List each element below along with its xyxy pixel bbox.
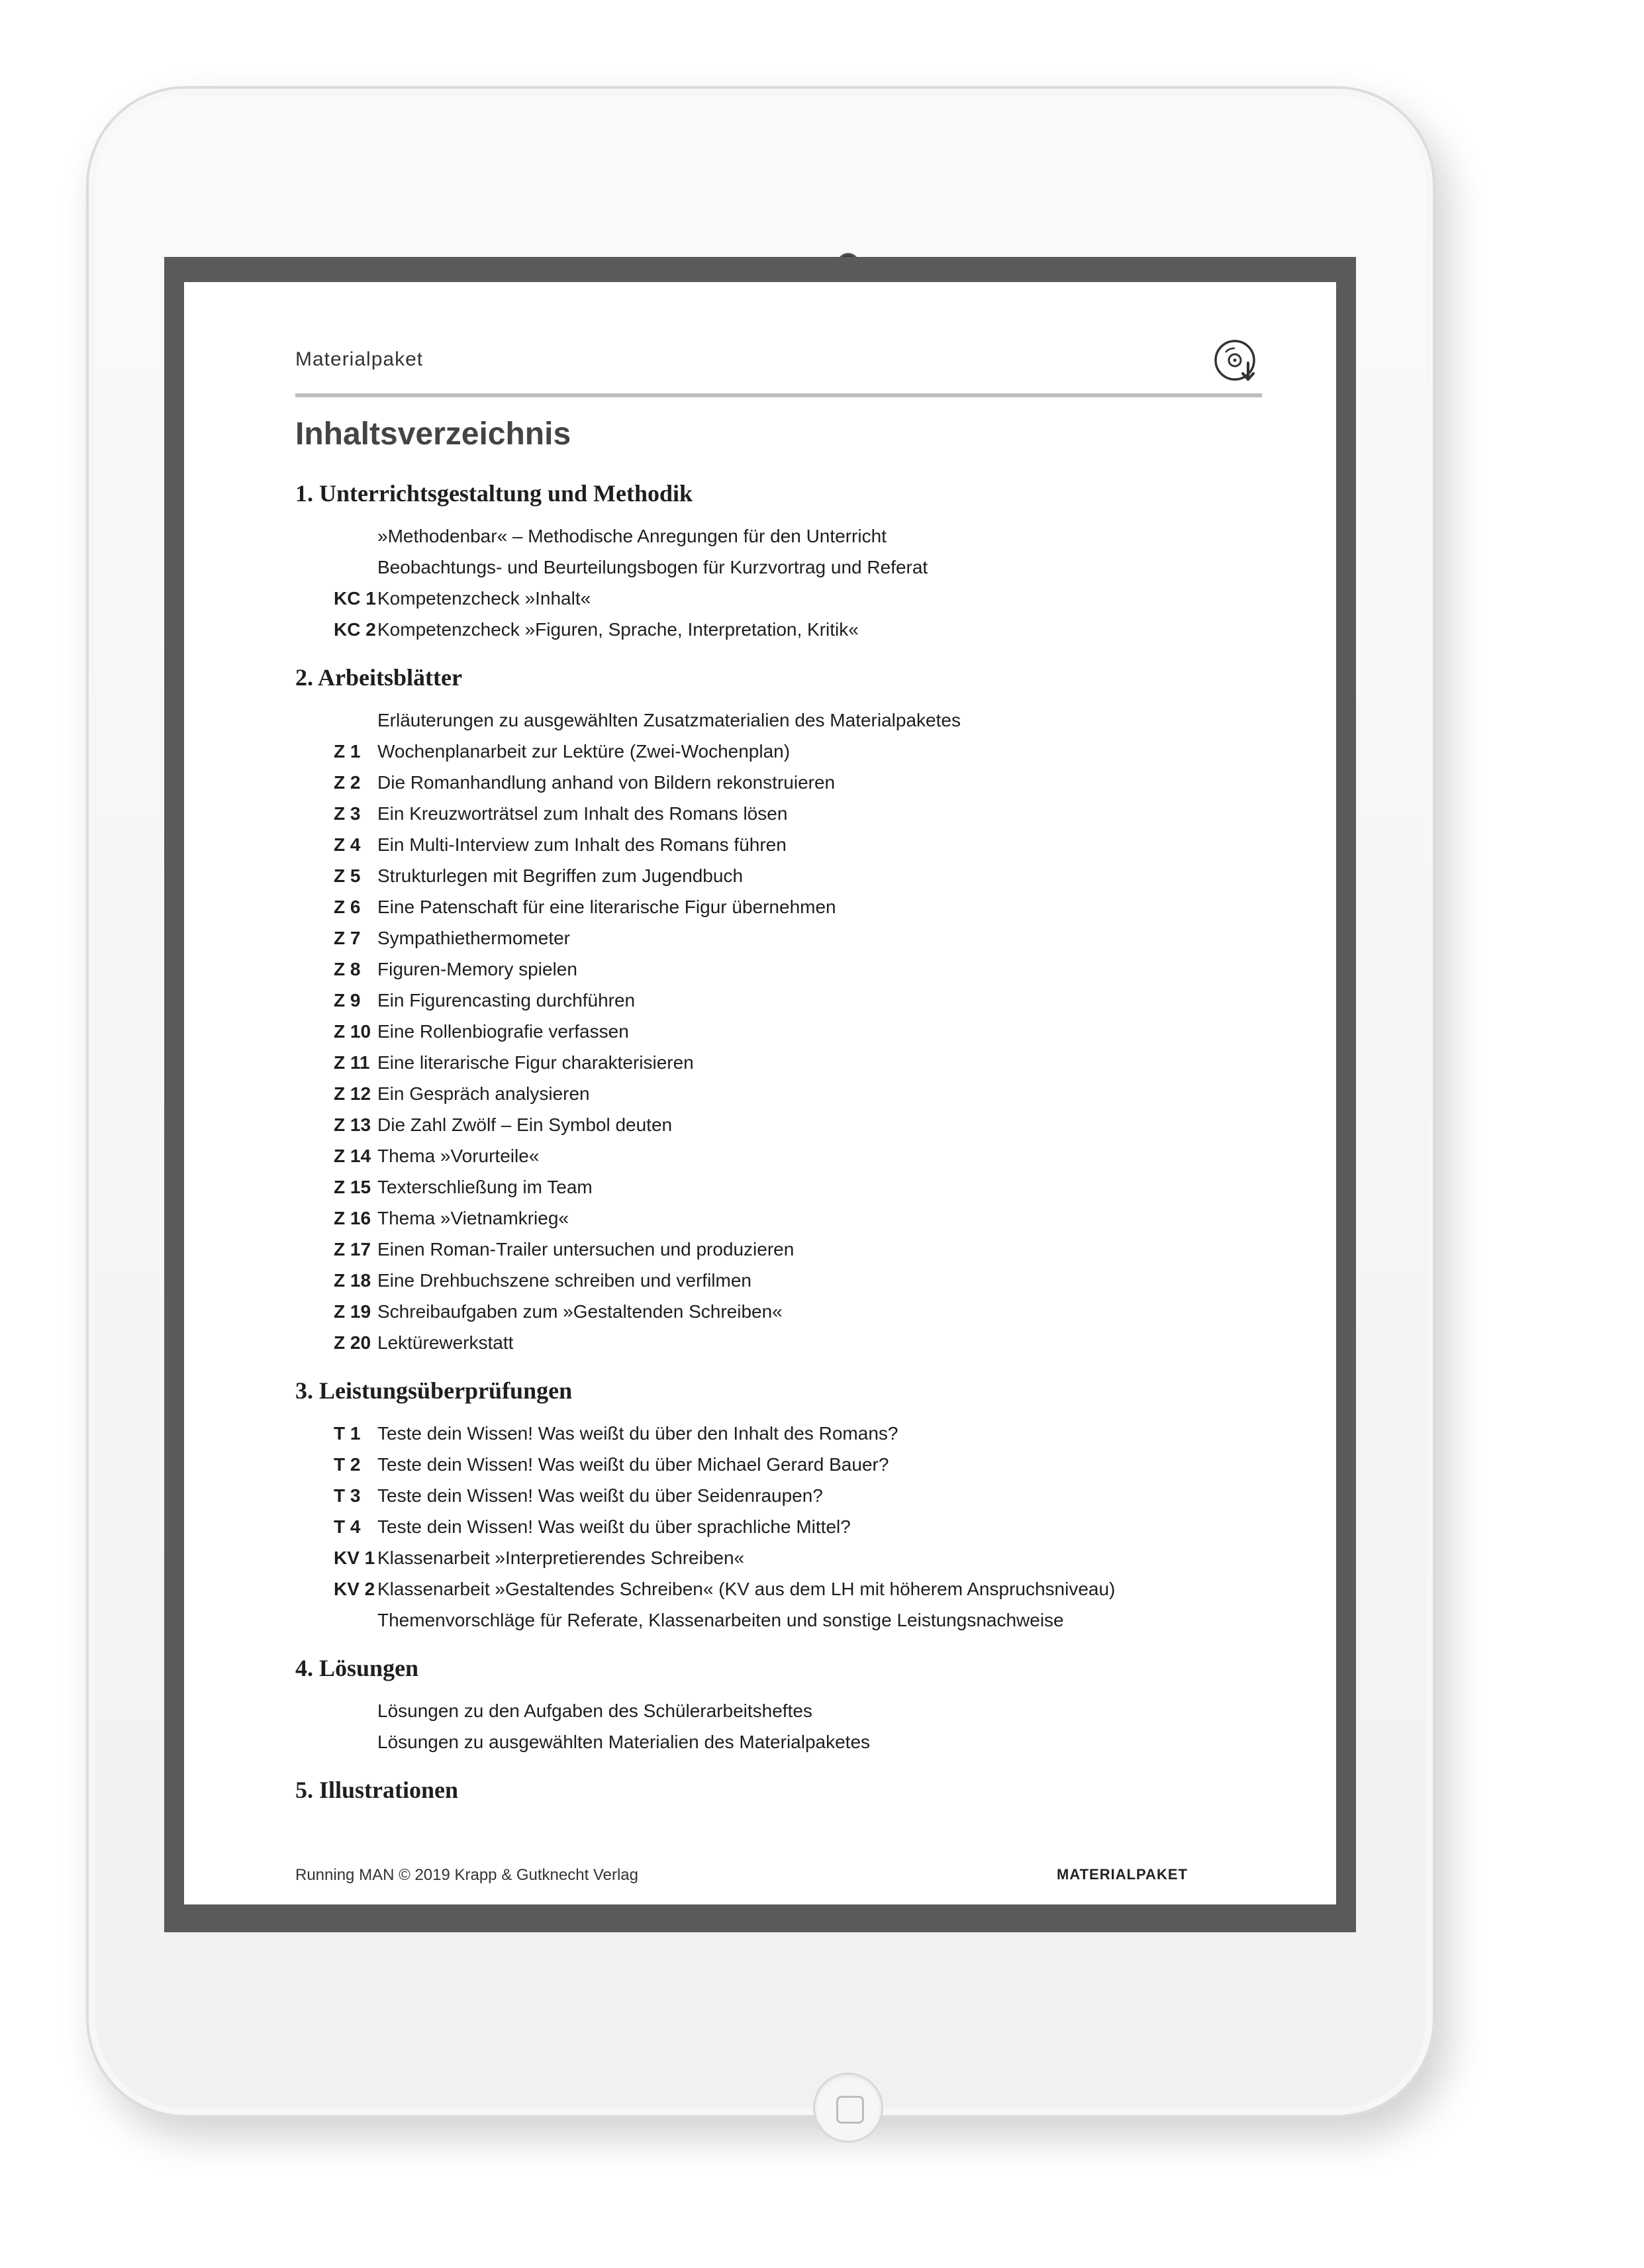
toc-item [295,1140,1262,1171]
item-text: Thema »Vietnamkrieg« [377,1208,569,1228]
item-text: Eine Patenschaft für eine literarische Figur übernehmen [377,897,836,917]
item-text: Thema »Vorurteile« [377,1146,540,1166]
toc-item [295,891,1262,922]
item-code: Z 5 [334,865,361,886]
toc-item [295,614,1262,645]
item-code: T 4 [334,1516,361,1537]
item-text: Texterschließung im Team [377,1177,593,1197]
home-button[interactable] [813,2073,883,2143]
item-text: Lösungen zu den Aufgaben des Schülerarbeitsheftes [377,1701,812,1721]
item-code: Z 3 [334,803,361,824]
toc-item [295,1047,1262,1078]
toc-item [295,1542,1262,1573]
toc-item [295,1296,1262,1327]
home-square-icon [836,2096,864,2124]
item-code: Z 19 [334,1301,371,1322]
table-of-contents [295,479,1262,1824]
item-code: T 3 [334,1485,361,1506]
item-text: Teste dein Wissen! Was weißt du über den Inhalt des Romans? [377,1423,898,1444]
section-title: 4. Lösungen [295,1655,419,1681]
toc-item [295,736,1262,767]
item-text: Beobachtungs- und Beurteilungsbogen für Kurzvortrag und Referat [377,557,928,577]
item-code: Z 7 [334,928,361,948]
item-code: KC 1 [334,588,376,609]
item-text: Themenvorschläge für Referate, Klassenarbeiten und sonstige Leistungsnachweise [377,1610,1064,1630]
item-code: Z 18 [334,1270,371,1291]
item-code: Z 6 [334,897,361,917]
item-code: Z 1 [334,741,361,762]
toc-item [295,1265,1262,1296]
section-title: 5. Illustrationen [295,1777,459,1803]
item-text: Klassenarbeit »Interpretierendes Schreiben« [377,1548,745,1568]
item-text: Kompetenzcheck »Figuren, Sprache, Interpretation, Kritik« [377,619,859,640]
item-code: KC 2 [334,619,376,640]
document-page [184,282,1336,1904]
toc-item [295,860,1262,891]
section-title: 1. Unterrichtsgestaltung und Methodik [295,480,693,507]
item-code: Z 10 [334,1021,371,1042]
toc-item [295,1234,1262,1265]
item-code: Z 8 [334,959,361,979]
toc-item [295,1109,1262,1140]
toc-section [295,1776,1262,1805]
toc-item [295,705,1262,736]
item-text: Figuren-Memory spielen [377,959,577,979]
item-text: Eine Drehbuchszene schreiben und verfilmen [377,1270,751,1291]
section-title: 2. Arbeitsblätter [295,664,462,691]
item-code: Z 20 [334,1332,371,1353]
item-text: Strukturlegen mit Begriffen zum Jugendbuch [377,865,744,886]
item-code: Z 16 [334,1208,371,1228]
toc-item [295,922,1262,954]
item-code: Z 9 [334,990,361,1011]
item-text: Schreibaufgaben zum »Gestaltenden Schreiben« [377,1301,783,1322]
footer-copyright: Running MAN © 2019 Krapp & Gutknecht Verlag [295,1866,638,1884]
item-text: Lösungen zu ausgewählten Materialien des Materialpaketes [377,1732,871,1752]
item-text: Wochenplanarbeit zur Lektüre (Zwei-Wochenplan) [377,741,791,762]
item-text: Teste dein Wissen! Was weißt du über Michael Gerard Bauer? [377,1454,889,1475]
page-title: Inhaltsverzeichnis [295,417,571,452]
header-divider [295,393,1262,397]
item-code: Z 15 [334,1177,371,1197]
item-code: Z 4 [334,834,361,855]
item-code: KV 1 [334,1548,375,1568]
item-text: Lektürewerkstatt [377,1332,514,1353]
item-text: Die Romanhandlung anhand von Bildern rekonstruieren [377,772,836,793]
item-code: Z 14 [334,1146,371,1166]
toc-item [295,1327,1262,1358]
item-code: Z 2 [334,772,361,793]
item-text: Einen Roman-Trailer untersuchen und produzieren [377,1239,795,1259]
toc-item [295,552,1262,583]
item-text: Ein Kreuzworträtsel zum Inhalt des Romans lösen [377,803,788,824]
header-label: Materialpaket [295,348,424,370]
item-text: Teste dein Wissen! Was weißt du über Seidenraupen? [377,1485,823,1506]
toc-item [295,1203,1262,1234]
toc-item [295,1171,1262,1203]
item-text: Eine Rollenbiografie verfassen [377,1021,629,1042]
toc-item [295,1418,1262,1449]
item-code: Z 12 [334,1083,371,1104]
toc-item [295,954,1262,985]
item-text: Erläuterungen zu ausgewählten Zusatzmaterialien des Materialpaketes [377,710,961,730]
item-code: KV 2 [334,1579,375,1599]
toc-item [295,1480,1262,1511]
item-text: Ein Multi-Interview zum Inhalt des Romans führen [377,834,787,855]
toc-item [295,1078,1262,1109]
item-text: »Methodenbar« – Methodische Anregungen für den Unterricht [377,526,887,546]
toc-item [295,1573,1262,1604]
item-code: T 2 [334,1454,361,1475]
toc-section [295,1377,1262,1636]
item-text: Die Zahl Zwölf – Ein Symbol deuten [377,1114,673,1135]
item-text: Teste dein Wissen! Was weißt du über sprachliche Mittel? [377,1516,851,1537]
item-text: Ein Gespräch analysieren [377,1083,590,1104]
item-text: Sympathiethermometer [377,928,571,948]
toc-item [295,520,1262,552]
item-text: Klassenarbeit »Gestaltendes Schreiben« (KV aus dem LH mit höherem Anspruchsniveau) [377,1579,1116,1599]
toc-item [295,798,1262,829]
item-code: Z 13 [334,1114,371,1135]
toc-section [295,479,1262,645]
item-text: Kompetenzcheck »Inhalt« [377,588,591,609]
item-text: Ein Figurencasting durchführen [377,990,636,1011]
toc-section [295,664,1262,1358]
item-code: T 1 [334,1423,361,1444]
toc-item [295,767,1262,798]
toc-item [295,1016,1262,1047]
toc-item [295,583,1262,614]
item-code: Z 17 [334,1239,371,1259]
toc-item [295,1604,1262,1636]
toc-item [295,1449,1262,1480]
item-code: Z 11 [334,1052,370,1073]
toc-section [295,1654,1262,1757]
screen-frame [164,257,1356,1932]
section-title: 3. Leistungsüberprüfungen [295,1377,573,1404]
toc-item [295,1726,1262,1757]
cd-download-icon [1212,338,1260,385]
item-text: Eine literarische Figur charakterisieren [377,1052,694,1073]
toc-item [295,1695,1262,1726]
toc-item [295,829,1262,860]
toc-item [295,1511,1262,1542]
toc-item [295,985,1262,1016]
footer-label: MATERIALPAKET [1057,1866,1188,1883]
